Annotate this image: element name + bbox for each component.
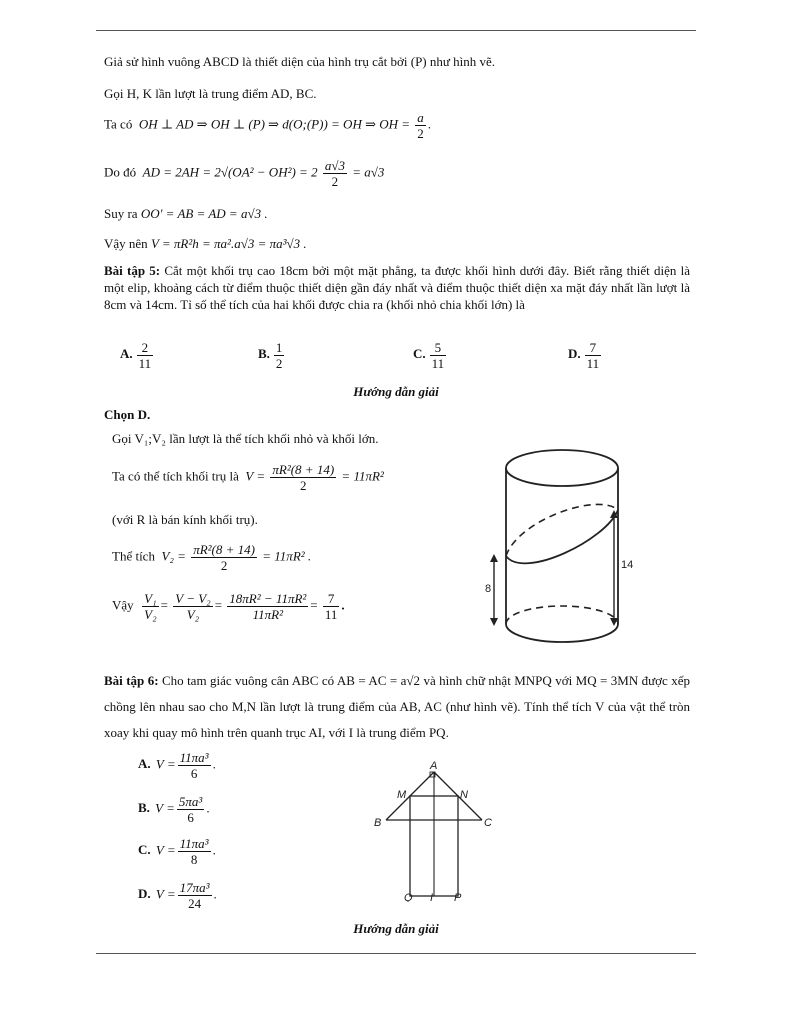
cylinder-bottom-front xyxy=(506,624,618,642)
exercise-5-solution-4: Thể tích V₂ = $\frac{\text{πR²(8 + 14)}}{2}$ = 11πR² . xyxy=(112,542,312,573)
intro-line-1: Giả sử hình vuông ABCD là thiết diện của hình trụ cắt bởi (P) như hình vẽ. xyxy=(104,54,496,69)
label-p: P xyxy=(454,892,462,902)
label-m: M xyxy=(397,789,407,801)
intro-line-3: Ta có OH ⊥ AD ⇒ OH ⊥ (P) ⇒ d(O;(P)) = OH ⇒ OH = $\frac{a}{2}$ . xyxy=(104,110,432,141)
bottom-rule xyxy=(96,953,696,954)
exercise-6-option-d: D. V = $\frac{\text{17πa³}}{24}$ . xyxy=(138,880,217,911)
intro-line-6: Vậy nên V = πR²h = πa².a√3 = πa³√3 . xyxy=(104,236,307,251)
exercise-5-guide-heading: Hướng dẫn giải xyxy=(353,384,439,399)
exercise-5-solution-5: Vậy $\frac{\text{V₁}}{\text{V₂}}$ = $\frac{\text{V − V₂}}{\text{V₂}}$ = $\frac{\text{18πR² − 11πR²}}{\text{11πR²}}$ = $\frac{7}{11}$ . xyxy=(112,591,345,622)
exercise-6-option-b: B. V = $\frac{\text{5πa³}}{6}$ . xyxy=(138,794,210,825)
section-ellipse-front xyxy=(506,510,618,563)
top-rule xyxy=(96,30,696,31)
label-b: B xyxy=(374,817,382,829)
exercise-5-choice: Chọn D. xyxy=(104,407,151,422)
cylinder-top-ellipse xyxy=(506,450,618,486)
label-q: Q xyxy=(404,892,413,902)
exercise-5-option-d: D. $\frac{7}{11}$ xyxy=(568,340,600,371)
exercise-5-statement: Bài tập 5: Cắt một khối trụ cao 18cm bởi một mặt phẳng, ta được khối hình dưới đây. Biết rằng thiết diện là một elip, khoảng cách từ điểm thuộc thiết diện gần đáy nhất và điểm thuộc thiết diện xa mặt đáy nhất lần lượt là 8cm và 14cm. Tỉ số thể tích của hai khối được chia ra (khối nhỏ chia khối lớn) là xyxy=(104,263,690,312)
exercise-5-solution-2: Ta có thể tích khối trụ là V = $\frac{\text{πR²(8 + 14)}}{2}$ = 11πR² xyxy=(112,462,384,493)
triangle-rectangle-figure xyxy=(368,758,498,902)
exercise-5-option-a: A. $\frac{2}{11}$ xyxy=(120,340,152,371)
cylinder-bottom-back xyxy=(506,606,618,624)
exercise-6-option-a: A. V = $\frac{\text{11πa³}}{6}$ . xyxy=(138,750,216,781)
exercise-5-option-c: C. $\frac{5}{11}$ xyxy=(413,340,445,371)
exercise-6-guide-heading: Hướng dẫn giải xyxy=(353,921,439,936)
cylinder-figure xyxy=(478,440,638,652)
label-n: N xyxy=(460,789,468,801)
height-14-label: 14 xyxy=(621,559,634,571)
intro-line-5: Suy ra OO' = AB = AD = a√3 . xyxy=(104,206,268,221)
height-8-label: 8 xyxy=(485,583,492,595)
exercise-5-option-b: B. $\frac{1}{2}$ xyxy=(258,340,283,371)
exercise-5-solution-1: Gọi V₁;V₂ lần lượt là thể tích khối nhỏ và khối lớn. xyxy=(112,431,379,446)
exercise-6-option-c: C. V = $\frac{\text{11πa³}}{8}$ . xyxy=(138,836,216,867)
label-i: I xyxy=(430,892,434,902)
label-a: A xyxy=(430,760,438,772)
intro-line-2: Gọi H, K lần lượt là trung điểm AD, BC. xyxy=(104,86,317,101)
label-c: C xyxy=(484,817,492,829)
exercise-6-statement: Bài tập 6: Cho tam giác vuông cân ABC có AB = AC = a√2 và hình chữ nhật MNPQ với MQ = 3MN được xếp chồng lên nhau sao cho M,N lần lượt là trung điểm của AB, AC (như hình vẽ). Tính thể tích V của vật thể tròn xoay khi quay mô hình trên quanh trục AI, với I là trung điểm PQ. xyxy=(104,673,691,740)
exercise-5-solution-3: (với R là bán kính khối trụ). xyxy=(112,512,258,527)
intro-line-4: Do đó AD = 2AH = 2√(OA² − OH²) = 2 $\frac{a√3}{2}$ = a√3 xyxy=(104,158,385,189)
